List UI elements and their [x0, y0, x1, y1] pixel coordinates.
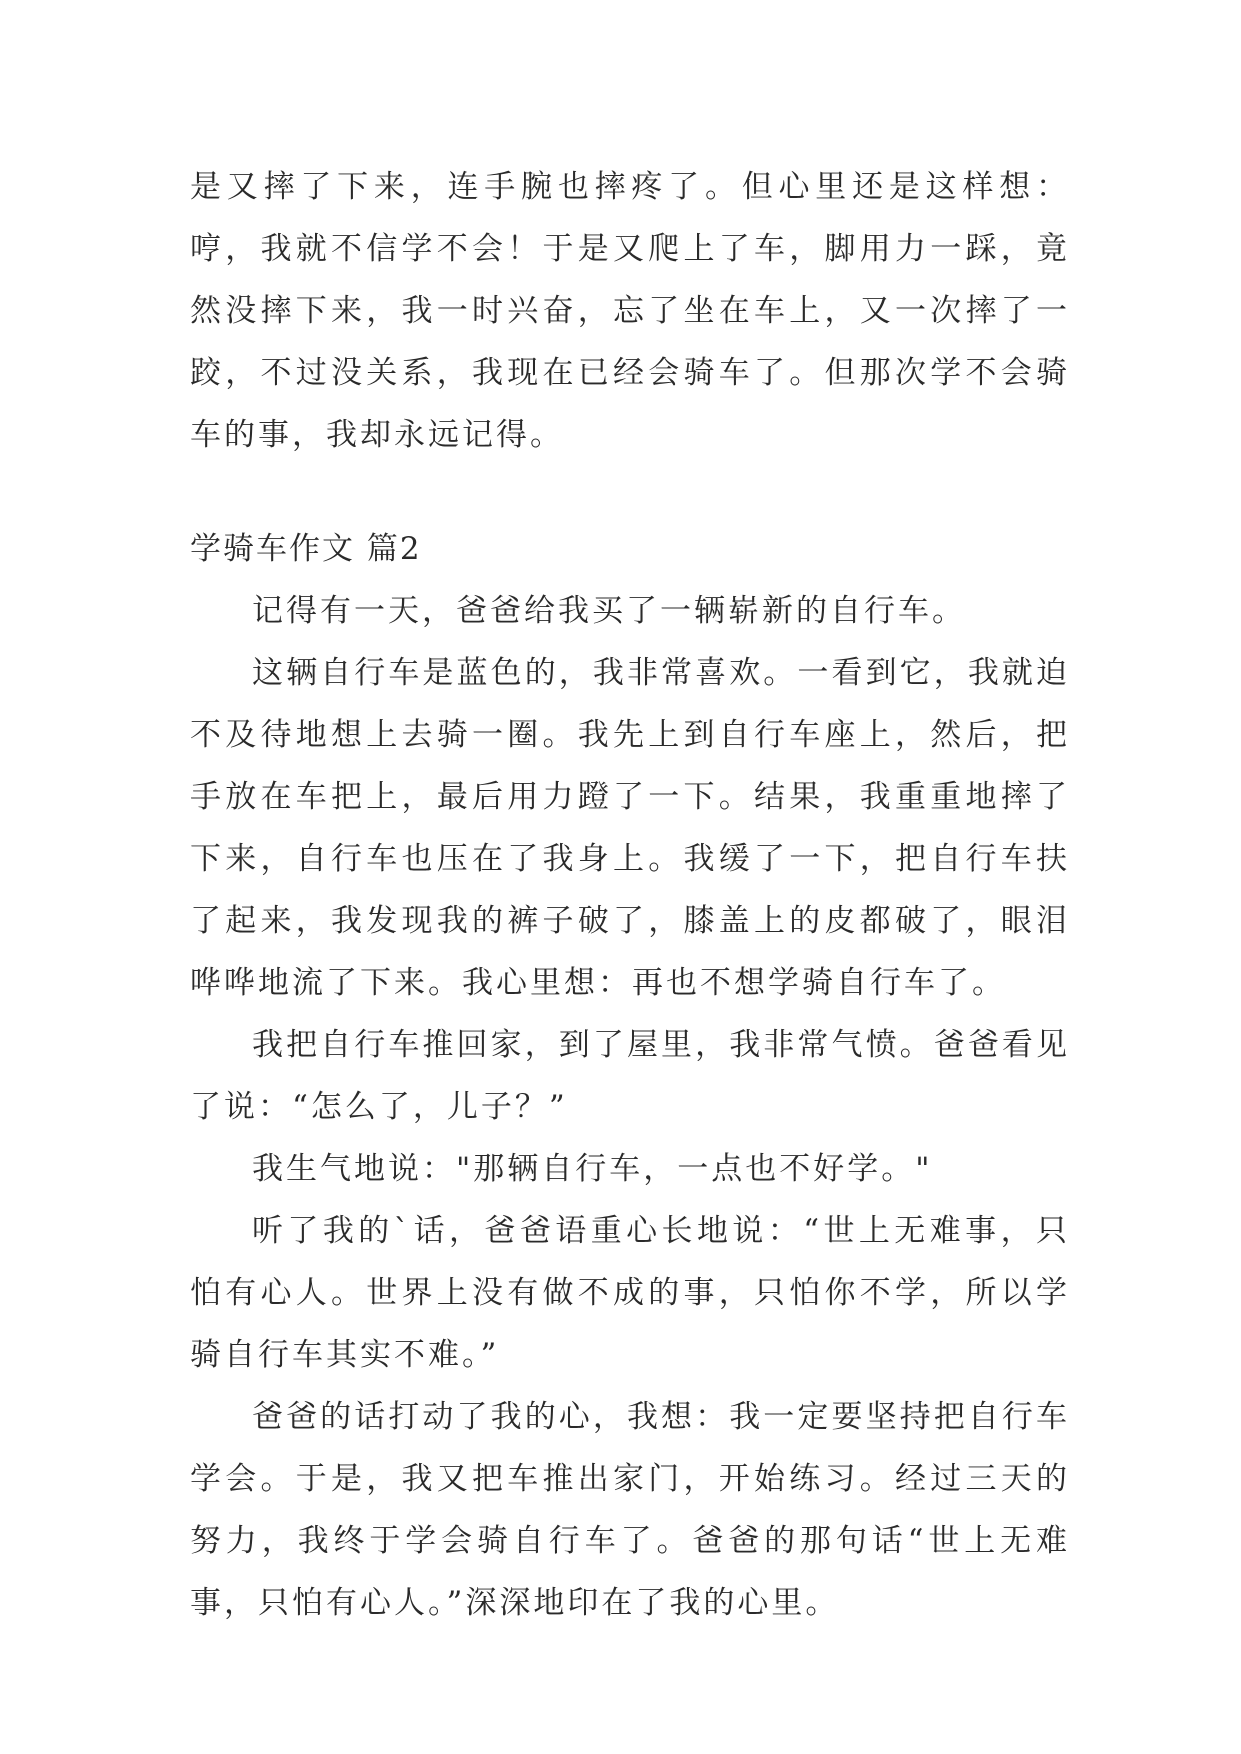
intro-paragraph: 是又摔了下来，连手腕也摔疼了。但心里还是这样想：哼，我就不信学不会！于是又爬上了车，脚用力一踩，竟然没摔下来，我一时兴奋，忘了坐在车上，又一次摔了一跤，不过没关系，我现在已经会骑车了。但那次学不会骑车的事，我却永远记得。	[190, 169, 1070, 453]
paragraph-5: 听了我的`话，爸爸语重心长地说：“世上无难事，只怕有心人。世界上没有做不成的事，只怕你不学，所以学骑自行车其实不难。”	[190, 1213, 1070, 1373]
paragraph-3: 我把自行车推回家，到了屋里，我非常气愤。爸爸看见了说：“怎么了，儿子？”	[190, 1027, 1070, 1125]
paragraph-1: 记得有一天，爸爸给我买了一辆崭新的自行车。	[252, 593, 966, 629]
paragraph-4: 我生气地说："那辆自行车，一点也不好学。"	[252, 1151, 933, 1187]
document-body	[190, 156, 1070, 1634]
paragraph-6: 爸爸的话打动了我的心，我想：我一定要坚持把自行车学会。于是，我又把车推出家门，开始练习。经过三天的努力，我终于学会骑自行车了。爸爸的那句话“世上无难事，只怕有心人。”深深地印在了我的心里。	[190, 1399, 1070, 1621]
section-title: 学骑车作文 篇2	[190, 531, 422, 567]
paragraph-2: 这辆自行车是蓝色的，我非常喜欢。一看到它，我就迫不及待地想上去骑一圈。我先上到自行车座上，然后，把手放在车把上，最后用力蹬了一下。结果，我重重地摔了下来，自行车也压在了我身上。我缓了一下，把自行车扶了起来，我发现我的裤子破了，膝盖上的皮都破了，眼泪哗哗地流了下来。我心里想：再也不想学骑自行车了。	[190, 655, 1070, 1001]
